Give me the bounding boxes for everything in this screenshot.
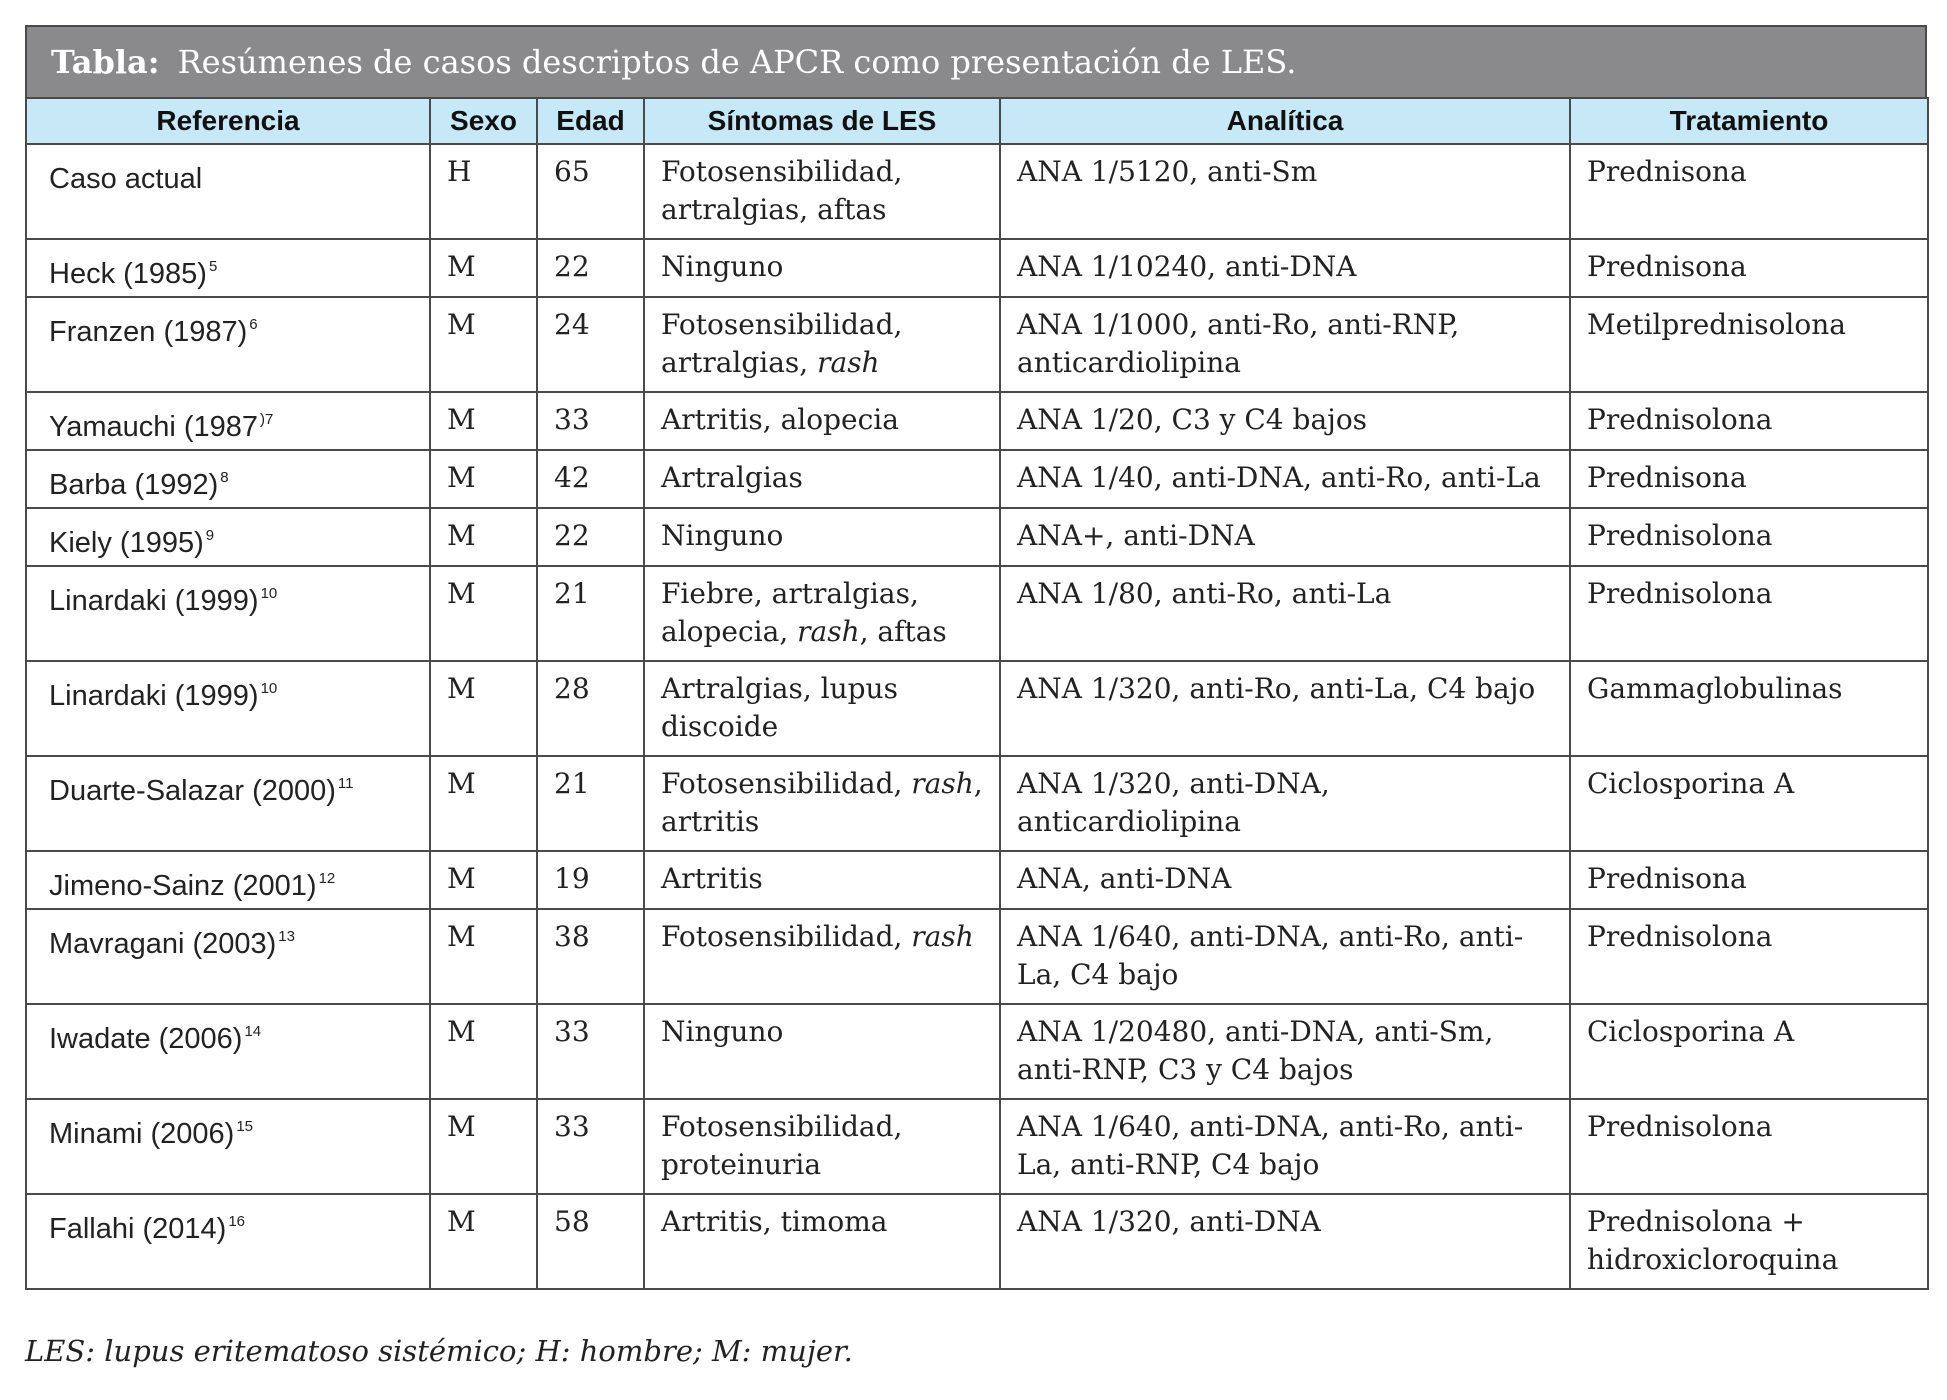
table-row xyxy=(26,909,1928,1004)
cell-sexo: M xyxy=(430,392,537,450)
cell-analitica: ANA 1/5120, anti-Sm xyxy=(1000,144,1570,239)
cell-analitica: ANA 1/640, anti-DNA, anti-Ro, anti-La, C4 bajo xyxy=(1000,909,1570,1004)
citation-number: 8 xyxy=(220,469,229,486)
cell-sintomas: Ninguno xyxy=(644,508,1000,566)
reference-text: Linardaki (1999) xyxy=(49,680,259,712)
reference-text: Minami (2006) xyxy=(49,1118,235,1150)
italic-term: rash xyxy=(817,346,880,379)
citation-number: 9 xyxy=(205,527,215,544)
cell-tratamiento: Prednisona xyxy=(1570,239,1928,297)
cell-analitica: ANA 1/640, anti-DNA, anti-Ro, anti-La, anti-RNP, C4 bajo xyxy=(1000,1099,1570,1194)
table-row xyxy=(26,450,1928,508)
cell-sintomas: Artritis xyxy=(644,851,1000,909)
cases-table xyxy=(25,97,1929,1290)
cell-sexo: M xyxy=(430,661,537,756)
cell-edad: 21 xyxy=(537,756,644,851)
cell-sexo: M xyxy=(430,239,537,297)
cell-sintomas: Fotosensibilidad, artralgias, aftas xyxy=(644,144,1000,239)
table-row xyxy=(26,851,1928,909)
cell-tratamiento: Prednisolona xyxy=(1570,909,1928,1004)
cell-tratamiento: Prednisolona xyxy=(1570,508,1928,566)
citation-number: 13 xyxy=(278,928,295,945)
cell-sexo: M xyxy=(430,566,537,661)
cell-referencia xyxy=(26,756,430,851)
cell-referencia xyxy=(26,450,430,508)
cell-analitica: ANA 1/80, anti-Ro, anti-La xyxy=(1000,566,1570,661)
cell-analitica: ANA 1/20480, anti-DNA, anti-Sm, anti-RNP, C3 y C4 bajos xyxy=(1000,1004,1570,1099)
cell-analitica: ANA 1/40, anti-DNA, anti-Ro, anti-La xyxy=(1000,450,1570,508)
citation-number: 11 xyxy=(337,775,354,792)
cell-sintomas: Fotosensibilidad, artralgias, rash xyxy=(644,297,1000,392)
cell-tratamiento: Prednisona xyxy=(1570,450,1928,508)
citation-number: 16 xyxy=(228,1213,246,1230)
header-row xyxy=(26,98,1928,144)
reference-text: Caso actual xyxy=(49,163,203,195)
table-row xyxy=(26,144,1928,239)
cell-sintomas: Artralgias xyxy=(644,450,1000,508)
citation-number: 14 xyxy=(244,1023,262,1040)
reference-text: Kiely (1995) xyxy=(49,527,204,559)
cell-sexo: M xyxy=(430,851,537,909)
cell-tratamiento: Prednisolona xyxy=(1570,392,1928,450)
cell-edad: 58 xyxy=(537,1194,644,1289)
cell-sexo: H xyxy=(430,144,537,239)
cell-tratamiento: Prednisolona xyxy=(1570,1099,1928,1194)
cell-edad: 19 xyxy=(537,851,644,909)
cell-referencia xyxy=(26,1099,430,1194)
cell-referencia xyxy=(26,297,430,392)
cell-edad: 33 xyxy=(537,392,644,450)
column-header-referencia: Referencia xyxy=(26,98,430,144)
table-row xyxy=(26,392,1928,450)
table-title-text: Resúmenes de casos descriptos de APCR como presentación de LES. xyxy=(177,43,1297,81)
cell-tratamiento: Prednisona xyxy=(1570,144,1928,239)
italic-term: rash xyxy=(797,615,860,648)
table-row xyxy=(26,239,1928,297)
footnote: LES: lupus eritematoso sistémico; H: hombre; M: mujer. xyxy=(25,1334,853,1368)
citation-number: 10 xyxy=(260,680,278,697)
cell-sintomas: Fotosensibilidad, rash xyxy=(644,909,1000,1004)
cell-referencia xyxy=(26,239,430,297)
cell-referencia xyxy=(26,144,430,239)
cell-referencia xyxy=(26,851,430,909)
cell-referencia xyxy=(26,1004,430,1099)
reference-text: Iwadate (2006) xyxy=(49,1023,243,1055)
cell-edad: 38 xyxy=(537,909,644,1004)
table-row xyxy=(26,566,1928,661)
citation-number: 5 xyxy=(208,258,218,275)
cell-sintomas: Artritis, alopecia xyxy=(644,392,1000,450)
cell-sintomas: Ninguno xyxy=(644,239,1000,297)
column-header-tratamiento: Tratamiento xyxy=(1570,98,1928,144)
cell-edad: 42 xyxy=(537,450,644,508)
cell-edad: 24 xyxy=(537,297,644,392)
table-row xyxy=(26,508,1928,566)
cell-edad: 33 xyxy=(537,1099,644,1194)
column-header-edad: Edad xyxy=(537,98,644,144)
cell-tratamiento: Prednisona xyxy=(1570,851,1928,909)
table-container xyxy=(25,25,1927,1290)
citation-number: 15 xyxy=(236,1118,254,1135)
cell-edad: 22 xyxy=(537,508,644,566)
cell-referencia xyxy=(26,909,430,1004)
cell-referencia xyxy=(26,392,430,450)
cell-referencia xyxy=(26,508,430,566)
table-row xyxy=(26,1004,1928,1099)
table-row xyxy=(26,1099,1928,1194)
reference-text: Heck (1985) xyxy=(49,258,207,290)
table-row xyxy=(26,1194,1928,1289)
table-row xyxy=(26,756,1928,851)
cell-sexo: M xyxy=(430,1099,537,1194)
reference-text: Jimeno-Sainz (2001) xyxy=(49,870,317,902)
cell-tratamiento: Ciclosporina A xyxy=(1570,756,1928,851)
table-title xyxy=(25,25,1927,97)
column-header-sexo: Sexo xyxy=(430,98,537,144)
cell-edad: 33 xyxy=(537,1004,644,1099)
cell-referencia xyxy=(26,1194,430,1289)
cell-sexo: M xyxy=(430,909,537,1004)
italic-term: rash xyxy=(911,920,974,953)
cell-edad: 28 xyxy=(537,661,644,756)
italic-term: rash xyxy=(911,767,974,800)
reference-text: Linardaki (1999) xyxy=(49,585,259,617)
cell-tratamiento: Gammaglobulinas xyxy=(1570,661,1928,756)
table-row xyxy=(26,661,1928,756)
reference-text: Yamauchi (1987 xyxy=(49,411,259,443)
reference-text: Mavragani (2003) xyxy=(49,928,277,960)
cell-analitica: ANA 1/1000, anti-Ro, anti-RNP, anticardiolipina xyxy=(1000,297,1570,392)
reference-text: Barba (1992) xyxy=(49,469,219,501)
cell-analitica: ANA+, anti-DNA xyxy=(1000,508,1570,566)
cell-sintomas: Artritis, timoma xyxy=(644,1194,1000,1289)
cell-sexo: M xyxy=(430,1004,537,1099)
cell-sintomas: Fotosensibilidad, rash, artritis xyxy=(644,756,1000,851)
reference-text: Duarte-Salazar (2000) xyxy=(49,775,336,807)
cell-tratamiento: Metilprednisolona xyxy=(1570,297,1928,392)
cell-edad: 22 xyxy=(537,239,644,297)
cell-sintomas: Fotosensibilidad, proteinuria xyxy=(644,1099,1000,1194)
reference-text: Fallahi (2014) xyxy=(49,1213,227,1245)
table-title-label: Tabla: xyxy=(51,43,160,81)
cell-tratamiento: Prednisolona xyxy=(1570,566,1928,661)
cell-sexo: M xyxy=(430,756,537,851)
cell-sintomas: Ninguno xyxy=(644,1004,1000,1099)
cell-tratamiento: Prednisolona + hidroxicloroquina xyxy=(1570,1194,1928,1289)
citation-number: )7 xyxy=(260,411,274,428)
cell-sintomas: Artralgias, lupus discoide xyxy=(644,661,1000,756)
cell-analitica: ANA 1/320, anti-DNA xyxy=(1000,1194,1570,1289)
cell-sexo: M xyxy=(430,508,537,566)
cell-tratamiento: Ciclosporina A xyxy=(1570,1004,1928,1099)
cell-edad: 21 xyxy=(537,566,644,661)
reference-text: Franzen (1987) xyxy=(49,316,248,348)
cell-sexo: M xyxy=(430,297,537,392)
cell-analitica: ANA 1/320, anti-Ro, anti-La, C4 bajo xyxy=(1000,661,1570,756)
citation-number: 6 xyxy=(249,316,258,333)
table-row xyxy=(26,297,1928,392)
citation-number: 12 xyxy=(318,870,336,887)
table-body xyxy=(26,144,1928,1289)
cell-analitica: ANA, anti-DNA xyxy=(1000,851,1570,909)
cell-sexo: M xyxy=(430,1194,537,1289)
cell-sintomas: Fiebre, artralgias, alopecia, rash, aftas xyxy=(644,566,1000,661)
cell-analitica: ANA 1/20, C3 y C4 bajos xyxy=(1000,392,1570,450)
cell-referencia xyxy=(26,661,430,756)
citation-number: 10 xyxy=(260,585,278,602)
cell-analitica: ANA 1/320, anti-DNA, anticardiolipina xyxy=(1000,756,1570,851)
cell-analitica: ANA 1/10240, anti-DNA xyxy=(1000,239,1570,297)
cell-sexo: M xyxy=(430,450,537,508)
cell-referencia xyxy=(26,566,430,661)
cell-edad: 65 xyxy=(537,144,644,239)
column-header-analitica: Analítica xyxy=(1000,98,1570,144)
column-header-sintomas: Síntomas de LES xyxy=(644,98,1000,144)
